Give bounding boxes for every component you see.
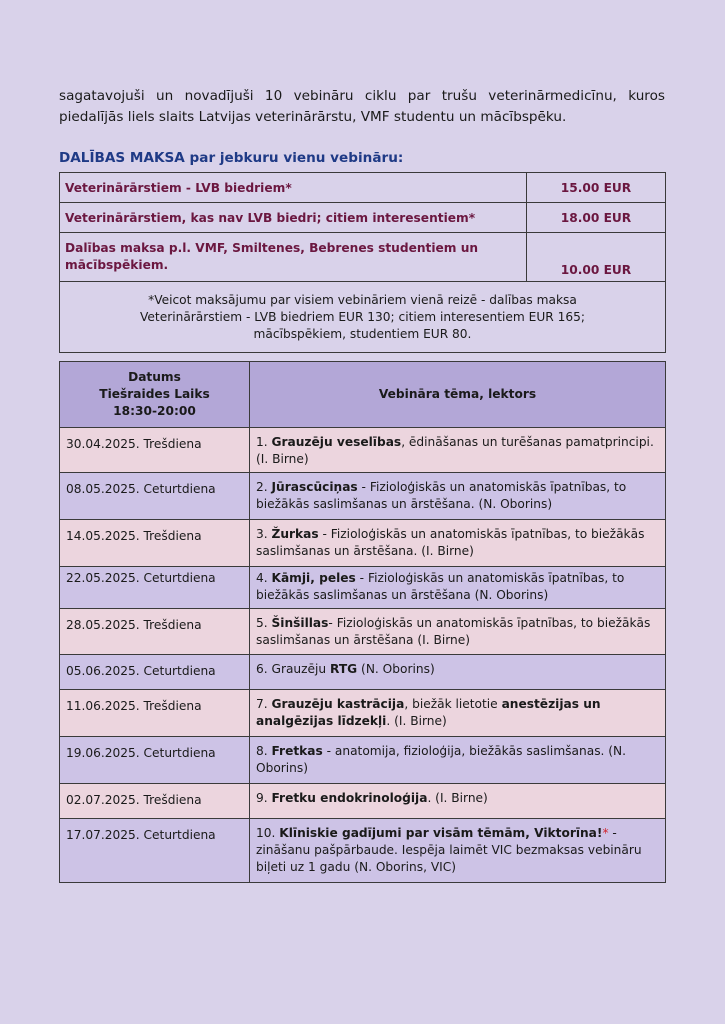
fee-label: Dalības maksa p.l. VMF, Smiltenes, Bebrenes studentiem un mācībspēkiem.	[60, 233, 527, 282]
schedule-date: 08.05.2025. Ceturtdiena	[60, 473, 250, 520]
schedule-date: 19.06.2025. Ceturtdiena	[60, 737, 250, 784]
schedule-row	[60, 690, 666, 737]
fee-table	[59, 172, 666, 353]
schedule-date: 30.04.2025. Trešdiena	[60, 428, 250, 473]
schedule-topic: 3. Žurkas - Fizioloģiskās un anatomiskās īpatnības, to biežākās saslimšanas un ārstēšana. (I. Birne)	[250, 520, 666, 567]
schedule-row	[60, 609, 666, 655]
schedule-topic: 9. Fretku endokrinoloģija. (I. Birne)	[250, 784, 666, 819]
fee-price: 10.00 EUR	[527, 233, 666, 282]
fee-note-line: Veterinārārstiem - LVB biedriem EUR 130; citiem interesentiem EUR 165;	[140, 309, 585, 324]
schedule-topic: 7. Grauzēju kastrācija, biežāk lietotie anestēzijas un analgēzijas līdzekļi. (I. Birne)	[250, 690, 666, 737]
schedule-topic: 5. Šinšillas- Fizioloģiskās un anatomiskās īpatnības, to biežākās saslimšanas un ārstēšana (I. Birne)	[250, 609, 666, 655]
fee-note	[60, 282, 666, 353]
header-text: 18:30-20:00	[113, 404, 196, 418]
schedule-date: 28.05.2025. Trešdiena	[60, 609, 250, 655]
schedule-row	[60, 428, 666, 473]
schedule-date: 05.06.2025. Ceturtdiena	[60, 655, 250, 690]
schedule-row	[60, 473, 666, 520]
intro-line: piedalījās liels slaits Latvijas veterinārārstu, VMF studentu un mācībspēku.	[59, 109, 567, 125]
fee-price: 18.00 EUR	[527, 203, 666, 233]
schedule-date: 02.07.2025. Trešdiena	[60, 784, 250, 819]
fee-row	[60, 203, 666, 233]
fee-price: 15.00 EUR	[527, 173, 666, 203]
schedule-row	[60, 784, 666, 819]
fee-label: Veterinārārstiem - LVB biedriem*	[60, 173, 527, 203]
schedule-row	[60, 567, 666, 609]
fee-note-line: *Veicot maksājumu par visiem vebināriem vienā reizē - dalības maksa	[148, 292, 577, 307]
schedule-topic: 4. Kāmji, peles - Fizioloģiskās un anatomiskās īpatnības, to biežākās saslimšanas un ārstēšana (N. Oborins)	[250, 567, 666, 609]
fee-note-row	[60, 282, 666, 353]
schedule-row	[60, 655, 666, 690]
fee-note-line: mācībspēkiem, studentiem EUR 80.	[253, 326, 472, 341]
schedule-row	[60, 819, 666, 883]
schedule-date: 22.05.2025. Ceturtdiena	[60, 567, 250, 609]
schedule-topic: 2. Jūrascūciņas - Fizioloģiskās un anatomiskās īpatnības, to biežākās saslimšanas un ārstēšana. (N. Oborins)	[250, 473, 666, 520]
date-column-header	[60, 362, 250, 428]
fee-row	[60, 173, 666, 203]
fee-heading: DALĪBAS MAKSA par jebkuru vienu vebināru:	[59, 150, 404, 166]
fee-label: Veterinārārstiem, kas nav LVB biedri; citiem interesentiem*	[60, 203, 527, 233]
schedule-topic: 6. Grauzēju RTG (N. Oborins)	[250, 655, 666, 690]
schedule-date: 14.05.2025. Trešdiena	[60, 520, 250, 567]
schedule-header-row	[60, 362, 666, 428]
schedule-topic: 10. Klīniskie gadījumi par visām tēmām, Viktorīna!* - zināšanu pašpārbaude. Iespēja laimēt VIC bezmaksas vebināru biļeti uz 1 gadu (N. Oborins, VIC)	[250, 819, 666, 883]
schedule-row	[60, 737, 666, 784]
header-text: Tiešraides Laiks	[99, 387, 210, 401]
intro-paragraph	[59, 86, 665, 128]
fee-row	[60, 233, 666, 282]
schedule-date: 17.07.2025. Ceturtdiena	[60, 819, 250, 883]
schedule-topic: 8. Fretkas - anatomija, fizioloģija, biežākās saslimšanas. (N. Oborins)	[250, 737, 666, 784]
schedule-topic: 1. Grauzēju veselības, ēdināšanas un turēšanas pamatprincipi. (I. Birne)	[250, 428, 666, 473]
topic-column-header: Vebināra tēma, lektors	[250, 362, 666, 428]
schedule-row	[60, 520, 666, 567]
schedule-table	[59, 361, 666, 883]
schedule-date: 11.06.2025. Trešdiena	[60, 690, 250, 737]
header-text: Datums	[128, 370, 181, 384]
intro-line: sagatavojuši un novadījuši 10 vebināru ciklu par trušu veterinārmedicīnu, kuros	[59, 88, 665, 104]
